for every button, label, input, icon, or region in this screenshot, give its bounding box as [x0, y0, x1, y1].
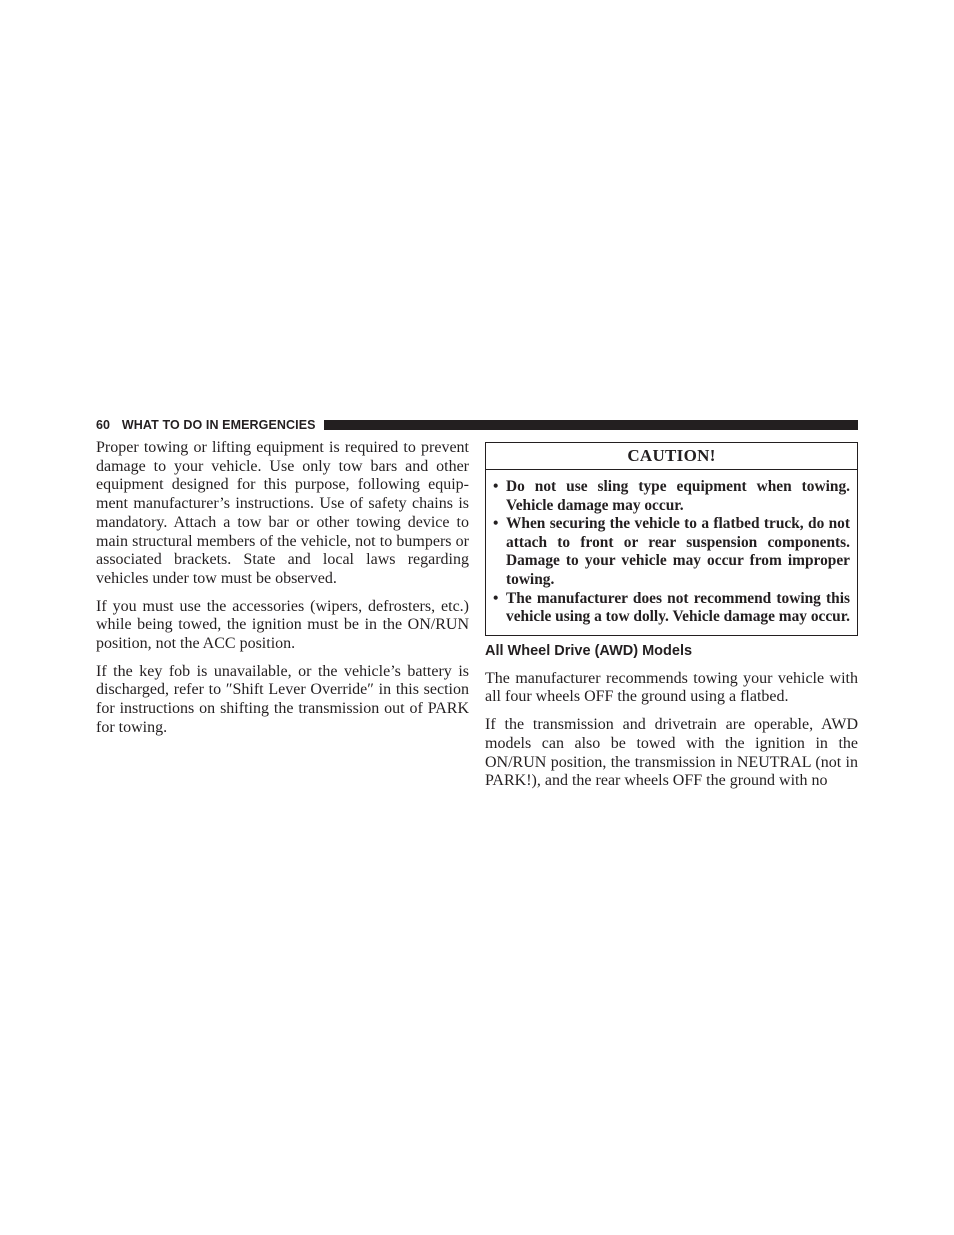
bullet-icon — [493, 515, 506, 589]
bullet-icon — [493, 478, 506, 515]
caution-item-text: When securing the vehicle to a flatbed truck, do not attach to front or rear suspension components. Damage to your vehicle may occur from improper towing. — [506, 515, 850, 588]
caution-list — [486, 470, 857, 635]
bullet-icon — [493, 590, 506, 627]
paragraph-flatbed: The manufacturer recommends towing your vehicle with all four wheels OFF the ground using a flatbed. — [485, 669, 858, 706]
paragraph-key-fob: If the key fob is unavailable, or the vehicle’s battery is discharged, refer to ″Shift Lever Override″ in this section for instructions on shifting the transmission out of PARK for towing. — [96, 662, 469, 736]
header-rule — [324, 420, 858, 430]
caution-item-text: Do not use sling type equipment when towing. Vehicle damage may occur. — [506, 478, 850, 514]
section-title: WHAT TO DO IN EMERGENCIES — [121, 417, 316, 432]
page-number: 60 — [96, 417, 110, 432]
paragraph-accessories: If you must use the accessories (wipers, defrosters, etc.) while being towed, the ignition must be in the ON/RUN position, not the ACC position. — [96, 597, 469, 653]
caution-item — [493, 515, 850, 589]
paragraph-towing-equipment: Proper towing or lifting equipment is required to prevent damage to your vehicle. Use only tow bars and other equipment designed for this purpose, following equip-ment manufacturer’s instructions. Use of safety chains is mandatory. Attach a tow bar or other towing device to main structural members of the vehicle, not to bumpers or associated brackets. State and local laws regarding vehicles under tow must be observed. — [96, 439, 469, 587]
caution-item — [493, 478, 850, 515]
paragraph-awd-towing: If the transmission and drivetrain are operable, AWD models can also be towed with the ignition in the ON/RUN position, the transmission in NEUTRAL (not in PARK!), and the rear wheels OFF the ground with no — [485, 716, 858, 790]
caution-box — [485, 442, 858, 636]
caution-item — [493, 590, 850, 627]
left-column — [96, 439, 469, 747]
page-header — [96, 416, 858, 433]
caution-item-text: The manufacturer does not recommend towing this vehicle using a tow dolly. Vehicle damage may occur. — [506, 589, 851, 626]
right-column — [485, 442, 858, 800]
caution-title: CAUTION! — [486, 443, 857, 470]
awd-heading: All Wheel Drive (AWD) Models — [485, 642, 693, 659]
